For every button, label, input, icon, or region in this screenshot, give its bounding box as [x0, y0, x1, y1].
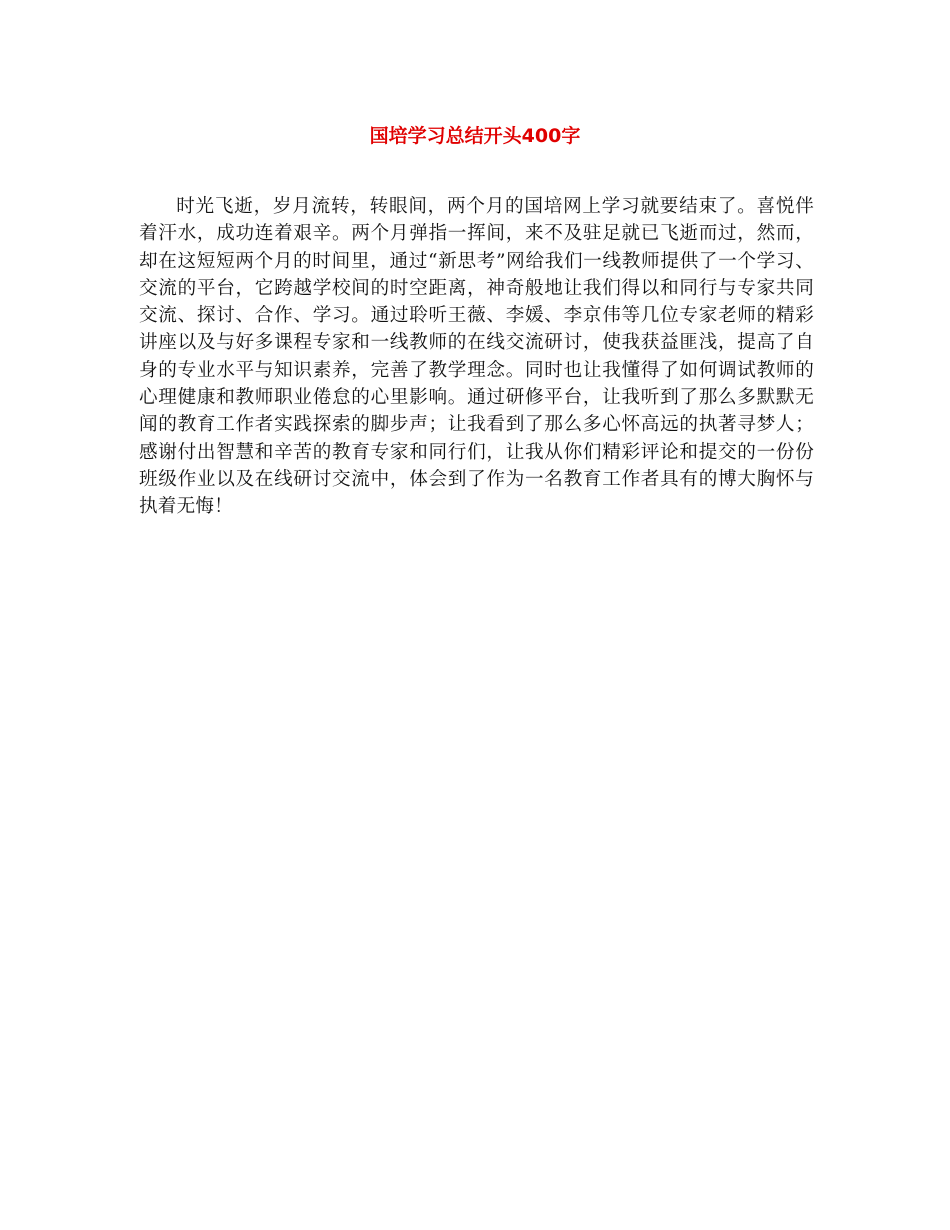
body-paragraph: 时光飞逝，岁月流转，转眼间，两个月的国培网上学习就要结束了。喜悦伴着汗水，成功连着艰辛。两个月弹指一挥间，来不及驻足就已飞逝而过，然而，却在这短短两个月的时间里，通过“新思考”网给我们一线教师提供了一个学习、交流的平台，它跨越学校间的时空距离，神奇般地让我们得以和同行与专家共同交流、探讨、合作、学习。通过聆听王薇、李媛、李京伟等几位专家老师的精彩讲座以及与好多课程专家和一线教师的在线交流研讨，使我获益匪浅，提高了自身的专业水平与知识素养，完善了教学理念。同时也让我懂得了如何调试教师的心理健康和教师职业倦怠的心里影响。通过研修平台，让我听到了那么多默默无闻的教育工作者实践探索的脚步声；让我看到了那么多心怀高远的执著寻梦人；感谢付出智慧和辛苦的教育专家和同行们，让我从你们精彩评论和提交的一份份班级作业以及在线研讨交流中，体会到了作为一名教育工作者具有的博大胸怀与执着无悔！	[139, 196, 814, 518]
document-title: 国培学习总结开头400字	[369, 125, 581, 147]
